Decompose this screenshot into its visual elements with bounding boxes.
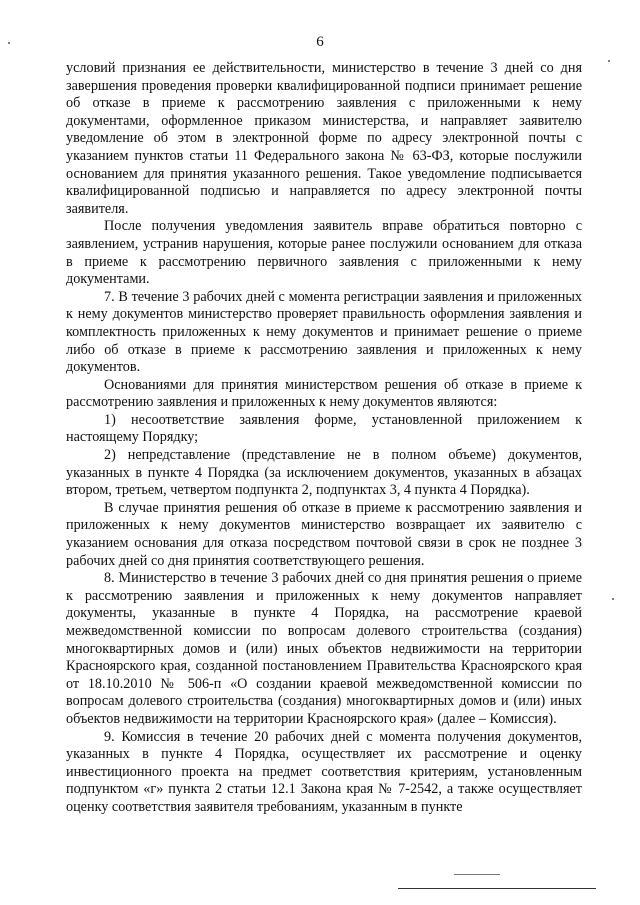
scan-artifact-dot xyxy=(612,598,614,600)
footer-rule-short xyxy=(454,874,500,875)
paragraph-ground-1: 1) несоответствие заявления форме, установленной приложением к настоящему Порядку; xyxy=(66,411,582,446)
paragraph-refusal-grounds: Основаниями для принятия министерством решения об отказе в приеме к рассмотрению заявления и приложенных к нему документов являются: xyxy=(66,376,582,411)
paragraph-ground-2: 2) непредставление (представление не в полном объеме) документов, указанных в пункте 4 Порядка (за исключением документов, указанных в абзацах втором, третьем, четвертом подпункта 2, подпунктах 3, 4 пункта 4 Порядка). xyxy=(66,447,582,499)
scan-artifact-dot xyxy=(8,42,10,44)
paragraph-item-9: 9. Комиссия в течение 20 рабочих дней с момента получения документов, указанных в пункте 4 Порядка, осуществляет их рассмотрение и оценку инвестиционного проекта на предмет соответствия критериям, установленным подпунктом «г» пункта 2 статьи 12.1 Закона края № 7-2542, а также осуществляет оценку соответствия заявителя требованиям, указанным в пункте xyxy=(66,728,582,815)
paragraph-continuation: условий признания ее действительности, министерство в течение 3 дней со дня завершения проведения проверки квалифицированной подписи принимает решение об отказе в приеме к рассмотрению заявления с приложенными к нему документами, оформленное приказом министерства, и направляет заявителю уведомление об этом в электронной форме по адресу электронной почты с указанием пунктов статьи 11 Федерального закона № 63-ФЗ, которые послужили основанием для принятия указанного решения. Такое уведомление подписывается квалифицированной подписью и направляется по адресу электронной почты заявителя. xyxy=(66,60,582,217)
scan-artifact-dot xyxy=(608,60,610,62)
document-body xyxy=(66,60,582,817)
footer-rule xyxy=(398,888,596,889)
page-number: 6 xyxy=(316,34,324,50)
paragraph-item-8: 8. Министерство в течение 3 рабочих дней со дня принятия решения о приеме к рассмотрению заявления и приложенных к нему документов направляет документы, указанные в пункте 4 Порядка, на рассмотрение краевой межведомственной комиссии по вопросам долевого строительства (создания) многоквартирных домов и (или) иных объектов недвижимости на территории Красноярского края, созданной постановлением Правительства Красноярского края от 18.10.2010 № 506-п «О создании краевой межведомственной комиссии по вопросам долевого строительства (создания) многоквартирных домов и (или) иных объектов недвижимости на территории Красноярского края» (далее – Комиссия). xyxy=(66,570,582,727)
paragraph-item-7: 7. В течение 3 рабочих дней с момента регистрации заявления и приложенных к нему документов министерство проверяет правильность оформления заявления и комплектность приложенных к нему документов и принимает решение о приеме либо об отказе в приеме к рассмотрению заявления и приложенных к нему документов. xyxy=(66,288,582,376)
paragraph-reapply: После получения уведомления заявитель вправе обратиться повторно с заявлением, устранив нарушения, которые ранее послужили основанием для отказа в приеме к рассмотрению первичного заявления с приложенными к нему документами. xyxy=(66,218,582,288)
paragraph-return-documents: В случае принятия решения об отказе в приеме к рассмотрению заявления и приложенных к нему документов министерство возвращает их заявителю с указанием основания для отказа посредством почтовой связи в срок не позднее 3 рабочих дней со дня принятия соответствующего решения. xyxy=(66,499,582,569)
